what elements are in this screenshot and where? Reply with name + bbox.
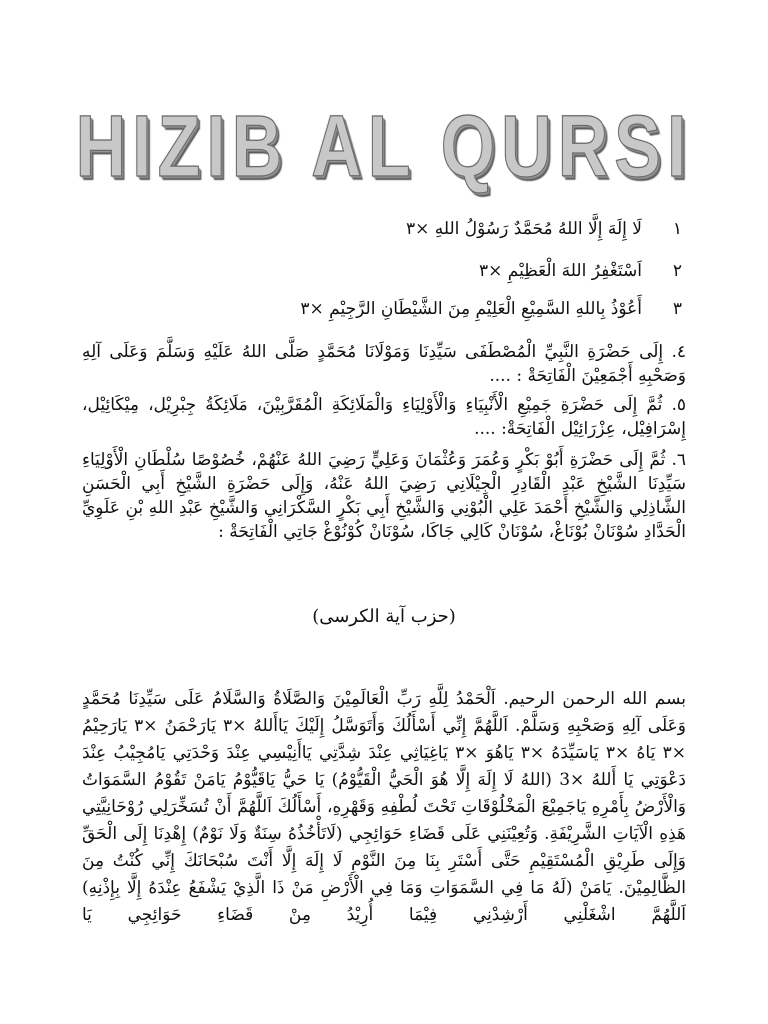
list-item [406,219,682,239]
item-number: ٣ [672,299,682,319]
item-text: اَسْتَغْفِرُ اللهَ الْعَظِيْمِ ×٣ [478,261,642,281]
page-title: HIZIB AL QURSI [75,97,693,195]
item-text: أَعُوْذُ بِاللهِ السَّمِيْعِ الْعَلِيْمِ مِنَ الشَّيْطَانِ الرَّجِيْمِ ×٣ [300,299,642,319]
list-item [300,299,682,319]
paragraph-4: ٤. إِلَى حَضْرَةِ النَّبِيِّ الْمُصْطَفَى سَيِّدِنَا وَمَوْلَانَا مُحَمَّدٍ صَلَّى اللهُ عَلَيْهِ وَسَلَّمَ وَعَلَى آلِهِ وَصَحْبِهِ أَجْمَعِيْنَ الْفَاتِحَةْ : .... [82,342,686,386]
body-text: بسم الله الرحمن الرحيم. اَلْحَمْدُ لِلَّهِ رَبِّ الْعَالَمِيْنَ وَالصَّلَاةُ وَالسَّلَامُ عَلَى سَيِّدِنَا مُحَمَّدٍ وَعَلَى آلِهِ وَصَحْبِهِ وَسَلَّمْ. اَللَّهُمَّ إِنِّي أَسْأَلُكَ وَأَتَوَسَّلُ إِلَيْكَ يَاأَللهُ ×٣ يَارَحْمَنُ ×٣ يَارَحِيْمُ ×٣ يَاهُ ×٣ يَاسَيِّدَهُ ×٣ يَاهُوَ ×٣ يَاغِيَاثِي عِنْدَ شِدَّتِي يَاأَنِيْسِي عِنْدَ وَحْدَتِي يَامُجِيْبُ عِنْدَ دَعْوَتِي يَا أَللهُ ×3 (اللهُ لَا إِلَهَ إِلَّا هُوَ الْحَيُّ الْقَيُّوْمُ) يَا حَيُّ يَاقَيُّوْمُ يَامَنْ تَقُوْمُ السَّمَوَاتُ وَالْأَرْضُ بِأَمْرِهِ يَاجَمِيْعَ الْمَخْلُوْقَاتِ تَحْتَ لُطْفِهِ وَقَهْرِهِ، أَسْأَلُكَ اَللَّهُمَّ أَنْ تُسَخِّرَلِي رُوْحَانِيَّتِي هَذِهِ الْآيَاتِ الشَّرِيْفَةِ. وَتُعِيْنَنِي عَلَى قَضَاءِ حَوَائِجِي (لَاتَأْخُذُهُ سِنَةٌ وَلَا نَوْمٌ) إِهْدِنَا إِلَى الْحَقِّ وَإِلَى طَرِيْقِ الْمُسْتَقِيْمِ حَتَّى أَسْتَرِ بِنَا مِنَ النَّوْمِ لَا إِلَهَ إِلَّا أَنْتَ سُبْحَانَكَ إِنِّي كُنْتُ مِنَ الظَّالِمِيْنَ. يَامَنْ (لَهُ مَا فِي السَّمَوَاتِ وَمَا فِي الْأَرْضِ مَنْ ذَا الَّذِيْ يَشْفَعُ عِنْدَهُ إِلَّا بِإِذْنِهِ) اَللَّهُمَّ اشْغَلْنِي أَرْشِدْنِي فِيْمَا أُرِيْدُ مِنْ قَضَاءِ حَوَائِجِي يَا [82,689,687,925]
item-text: لَا إِلَهَ إِلَّا اللهُ مُحَمَّدٌ رَسُوْلُ اللهِ ×٣ [405,219,642,239]
paragraph-5: ٥. ثُمَّ إِلَى حَضْرَةِ جَمِيْعِ الْأَنْبِيَاءِ وَالْأَوْلِيَاءِ وَالْمَلَائِكَةِ الْمُقَرَّبِيْنَ، مَلَائِكَةُ جِبْرِيْل، مِيْكَائِيْل، إِسْرَافِيْل، عِزْرَائِيْل الْفَاتِحَةْ: .... [82,395,686,439]
list-item [479,261,682,281]
item-number: ٢ [672,261,682,281]
item-number: ١ [672,219,682,239]
paragraph-6: ٦. ثُمَّ إِلَى حَضْرَةِ أَبُوْ بَكْرٍ وَعُمَرَ وَعُثْمَانَ وَعَلِيٍّ رَضِيَ اللهُ عَنْهُمْ، خُصُوْصًا سُلْطَانِ الْأَوْلِيَاءِ سَيِّدِنَا الشَّيْخِ عَبْدِ الْقَادِرِ الْجِيْلَانِي رَضِيَ اللهُ عَنْهُ، وَإِلَى حَضْرَةِ الشَّيْخِ أَبِي الْحَسَنِ الشَّاذِلِي وَالشَّيْخِ أَحْمَدَ عَلِي الْبُوْنِي وَالشَّيْخِ أَبِي بَكْرٍ السَّكْرَانِي وَالشَّيْخِ عَبْدِ اللهِ بْنِ عَلَوِيِّ الْحَدَّادِ سُوْنَانْ بُوْنَاغْ، سُوْنَانْ كَالِي جَاكَا، سُوْنَانْ كُوْنُوْغْ جَاتِي الْفَاتِحَةْ : [82,450,686,542]
section-heading: (حزب آية الكرسى) [312,606,456,627]
